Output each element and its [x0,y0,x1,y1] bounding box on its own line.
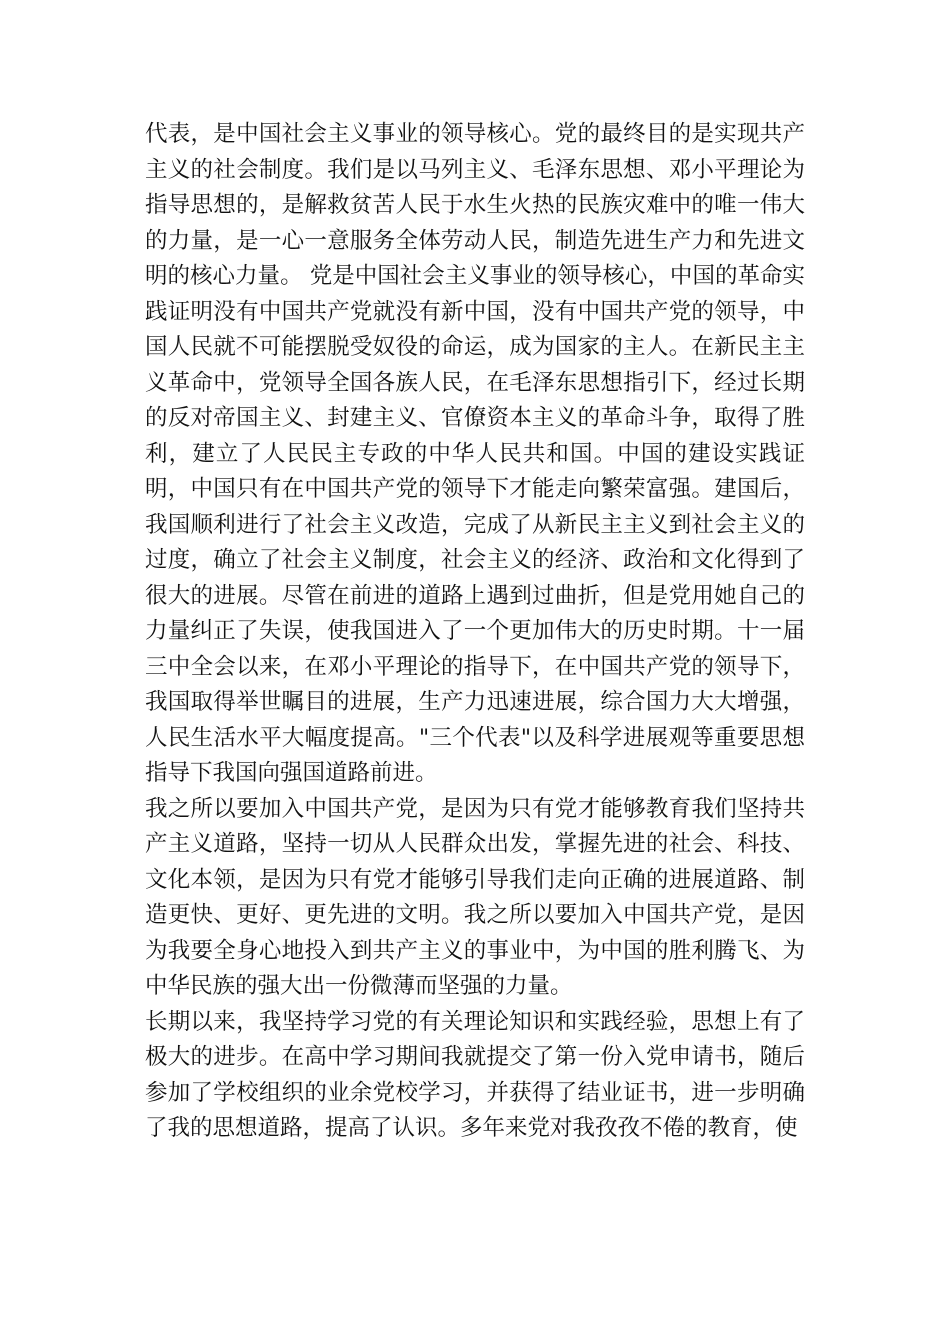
paragraph-2: 我之所以要加入中国共产党，是因为只有党才能够教育我们坚持共产主义道路，坚持一切从人民群众出发，掌握先进的社会、科技、文化本领，是因为只有党才能够引导我们走向正确的进展道路、制造更快、更好、更先进的文明。我之所以要加入中国共产党，是因为我要全身心地投入到共产主义的事业中，为中国的胜利腾飞、为中华民族的强大出一份微薄而坚强的力量。 [145,795,805,999]
paragraph-3: 长期以来，我坚持学习党的有关理论知识和实践经验，思想上有了极大的进步。在高中学习期间我就提交了第一份入党申请书，随后参加了学校组织的业余党校学习，并获得了结业证书，进一步明确了我的思想道路，提高了认识。多年来党对我孜孜不倦的教育，使 [145,1008,805,1141]
document-body [145,117,805,1147]
paragraph-1: 代表，是中国社会主义事业的领导核心。党的最终目的是实现共产主义的社会制度。我们是以马列主义、毛泽东思想、邓小平理论为指导思想的，是解救贫苦人民于水生火热的民族灾难中的唯一伟大的力量，是一心一意服务全体劳动人民，制造先进生产力和先进文明的核心力量。 党是中国社会主义事业的领导核心，中国的革命实践证明没有中国共产党就没有新中国，没有中国共产党的领导，中国人民就不可能摆脱受奴役的命运，成为国家的主人。在新民主主义革命中，党领导全国各族人民，在毛泽东思想指引下，经过长期的反对帝国主义、封建主义、官僚资本主义的革命斗争，取得了胜利，建立了人民民主专政的中华人民共和国。中国的建设实践证明，中国只有在中国共产党的领导下才能走向繁荣富强。建国后，我国顺利进行了社会主义改造，完成了从新民主主义到社会主义的过度，确立了社会主义制度，社会主义的经济、政治和文化得到了很大的进展。尽管在前进的道路上遇到过曲折，但是党用她自己的力量纠正了失误，使我国进入了一个更加伟大的历史时期。十一届三中全会以来，在邓小平理论的指导下，在中国共产党的领导下，我国取得举世瞩目的进展，生产力迅速进展，综合国力大大增强，人民生活水平大幅度提高。"三个代表"以及科学进展观等重要思想指导下我国向强国道路前进。 [145,121,805,786]
